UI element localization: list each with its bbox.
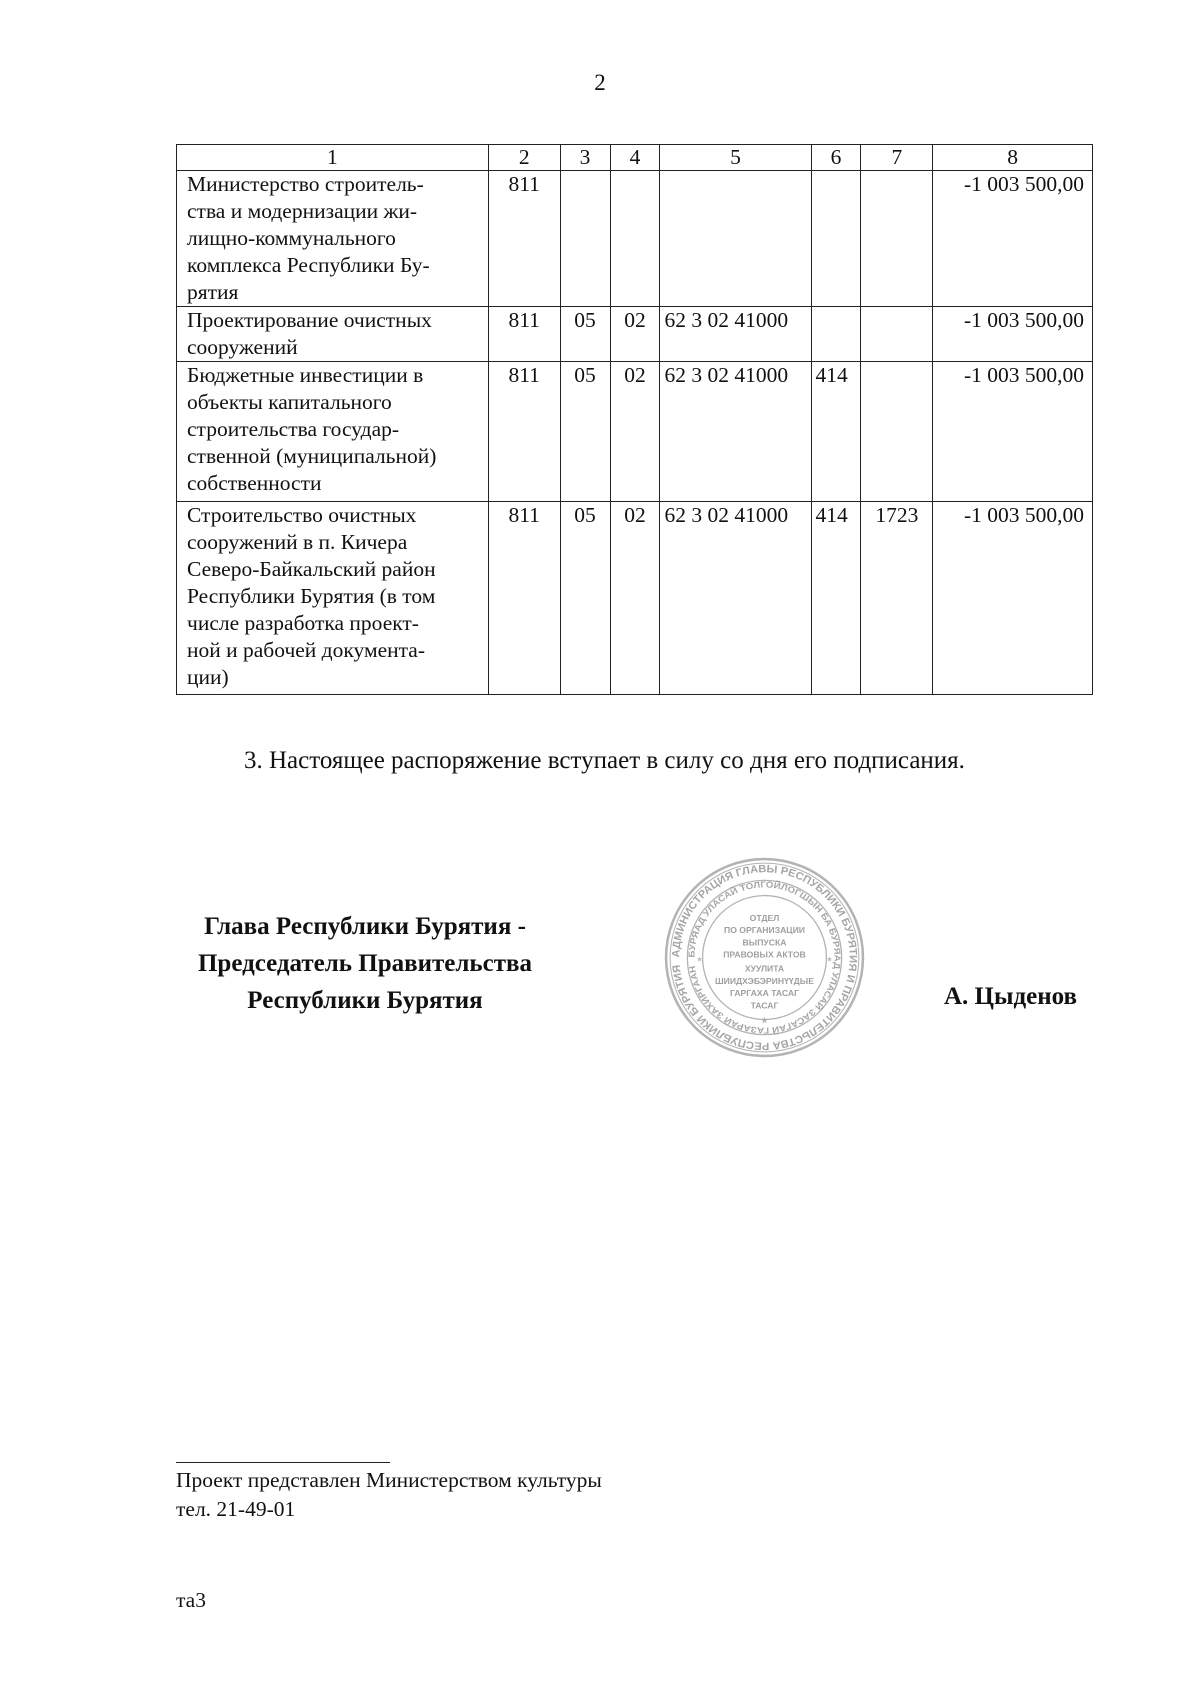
name-line: ции) bbox=[187, 665, 229, 689]
item-name-cell bbox=[177, 502, 489, 695]
name-line: рятия bbox=[187, 280, 239, 304]
gr-code-cell: 811 bbox=[488, 307, 560, 362]
name-line: объекты капитального bbox=[187, 390, 392, 414]
target-article-cell: 62 3 02 41000 bbox=[660, 502, 811, 695]
table-row bbox=[177, 171, 1093, 307]
seal-outer-text: АДМИНИСТРАЦИЯ ГЛАВЫ РЕСПУБЛИКИ БУРЯТИЯ И ПРАВИТЕЛЬСТВА РЕСПУБЛИКИ БУРЯТИЯ bbox=[670, 863, 859, 1052]
name-line: Проектирование очистных bbox=[187, 308, 432, 332]
name-line: ной и рабочей документа- bbox=[187, 638, 425, 662]
subsection-cell: 02 bbox=[610, 307, 660, 362]
signatory-title-line: Республики Бурятия bbox=[247, 987, 483, 1014]
table-row bbox=[177, 362, 1093, 502]
amount-cell: -1 003 500,00 bbox=[933, 502, 1093, 695]
section-cell: 05 bbox=[560, 502, 610, 695]
name-line: Строительство очистных bbox=[187, 503, 417, 527]
gr-code-cell: 811 bbox=[488, 362, 560, 502]
document-code: та3 bbox=[176, 1588, 206, 1612]
seal-star-icon: ★ bbox=[760, 1016, 769, 1027]
seal-center-line: ПРАВОВЫХ АКТОВ bbox=[723, 949, 806, 960]
section-cell: 05 bbox=[560, 362, 610, 502]
gr-code-cell: 811 bbox=[488, 502, 560, 695]
target-article-cell: 62 3 02 41000 bbox=[660, 362, 811, 502]
expense-type-cell bbox=[811, 307, 861, 362]
subsection-cell: 02 bbox=[610, 362, 660, 502]
seal-center-line: ХУУЛИТА bbox=[744, 963, 785, 974]
footnote-phone: тел. 21-49-01 bbox=[176, 1497, 296, 1521]
object-code-cell bbox=[861, 307, 933, 362]
item-name-cell bbox=[177, 307, 489, 362]
section-cell bbox=[560, 171, 610, 307]
official-seal bbox=[663, 856, 866, 1059]
signatory-title bbox=[160, 908, 570, 1019]
table-header-row bbox=[177, 145, 1093, 171]
header-cell: 4 bbox=[610, 145, 660, 171]
header-cell: 5 bbox=[660, 145, 811, 171]
name-line: Республики Бурятия (в том bbox=[187, 584, 436, 608]
item-name-cell bbox=[177, 171, 489, 307]
name-line: собственности bbox=[187, 471, 322, 495]
name-line: строительства государ- bbox=[187, 417, 400, 441]
clause-3-text: 3. Настоящее распоряжение вступает в силу со дня его подписания. bbox=[244, 747, 965, 774]
footnote bbox=[176, 1466, 602, 1524]
name-line: Бюджетные инвестиции в bbox=[187, 363, 424, 387]
name-line: Северо-Байкальский район bbox=[187, 557, 436, 581]
expense-type-cell: 414 bbox=[811, 362, 861, 502]
signatory-title-line: Глава Республики Бурятия - bbox=[204, 913, 526, 940]
seal-center-line: ТАСАГ bbox=[750, 1000, 779, 1011]
table-row bbox=[177, 307, 1093, 362]
seal-star-icon: ★ bbox=[696, 954, 703, 964]
amount-cell: -1 003 500,00 bbox=[933, 307, 1093, 362]
name-line: ственной (муниципальной) bbox=[187, 444, 437, 468]
gr-code-cell: 811 bbox=[488, 171, 560, 307]
seal-center-line: ГАРГАХА ТАСАГ bbox=[729, 988, 800, 999]
target-article-cell bbox=[660, 171, 811, 307]
object-code-cell bbox=[861, 362, 933, 502]
signatory-title-line: Председатель Правительства bbox=[197, 950, 533, 977]
header-cell: 8 bbox=[933, 145, 1093, 171]
amount-cell: -1 003 500,00 bbox=[933, 362, 1093, 502]
signatory-name: А. Цыденов bbox=[944, 983, 1078, 1010]
header-cell: 2 bbox=[488, 145, 560, 171]
subsection-cell bbox=[610, 171, 660, 307]
name-line: ства и модернизации жи- bbox=[187, 199, 418, 223]
header-cell: 7 bbox=[861, 145, 933, 171]
name-line: числе разработка проект- bbox=[187, 611, 419, 635]
header-cell: 6 bbox=[811, 145, 861, 171]
target-article-cell: 62 3 02 41000 bbox=[660, 307, 811, 362]
expense-type-cell: 414 bbox=[811, 502, 861, 695]
amount-cell: -1 003 500,00 bbox=[933, 171, 1093, 307]
name-line: сооружений в п. Кичера bbox=[187, 530, 408, 554]
seal-center-line: ШИИДХЭБЭРИНҮҮДЫЕ bbox=[715, 975, 814, 986]
item-name-cell bbox=[177, 362, 489, 502]
header-cell: 1 bbox=[177, 145, 489, 171]
name-line: Министерство строитель- bbox=[187, 172, 424, 196]
name-line: сооружений bbox=[187, 335, 298, 359]
footnote-author: Проект представлен Министерством культуры bbox=[176, 1468, 602, 1492]
page-number: 2 bbox=[594, 70, 606, 95]
section-cell: 05 bbox=[560, 307, 610, 362]
seal-center-line: ВЫПУСКА bbox=[742, 937, 787, 948]
subsection-cell: 02 bbox=[610, 502, 660, 695]
seal-inner-ring-text: БУРЯАД УЛАСАЙ ТОЛГОЙЛОГШЫН БА БУРЯАД УЛАСАЙ ЗАСАГАЙ ГАЗАРАЙ ЗАХИРГААН bbox=[686, 879, 843, 1036]
header-cell: 3 bbox=[560, 145, 610, 171]
budget-table bbox=[176, 144, 1093, 695]
name-line: лищно-коммунального bbox=[187, 226, 396, 250]
object-code-cell: 1723 bbox=[861, 502, 933, 695]
footnote-divider bbox=[176, 1462, 390, 1463]
seal-star-icon: ★ bbox=[826, 954, 833, 964]
expense-type-cell bbox=[811, 171, 861, 307]
seal-center-line: ОТДЕЛ bbox=[749, 912, 780, 923]
seal-center-line: ПО ОРГАНИЗАЦИИ bbox=[724, 925, 805, 936]
table-row bbox=[177, 502, 1093, 695]
name-line: комплекса Республики Бу- bbox=[187, 253, 430, 277]
object-code-cell bbox=[861, 171, 933, 307]
